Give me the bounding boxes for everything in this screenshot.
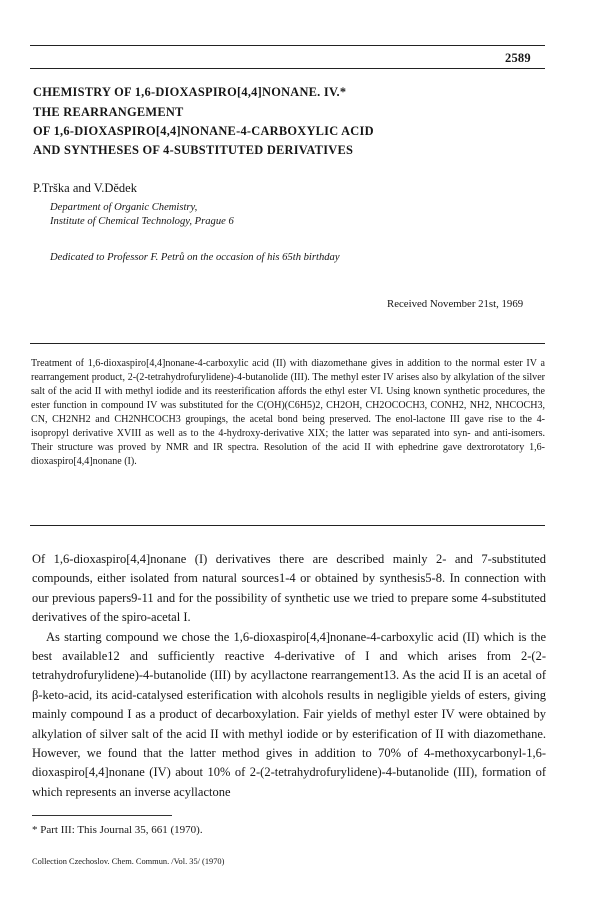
- footnote-rule: [32, 815, 172, 816]
- abstract: Treatment of 1,6-dioxaspiro[4,4]nonane-4-carboxylic acid (II) with diazomethane gives in addition to the normal ester IV a rearrangement product, 2-(2-tetrahydrofurylidene)-4-butanolide (III). The methyl ester IV arises also by alkylation of the silver salt of the acid II with methyl iodide and its reesterification affords the ethyl ester VI. Using known synthetic procedures, the ester function in compound IV was substituted for the C(OH)(C6H5)2, CH2OH, CH2OCOCH3, CONH2, NH2, NHCOCH3, CN, CH2NH2 and CH2NHCOCH3 groupings, the acetal bond being preserved. The enol-lactone III gave rise to the 4-isopropyl derivative XVIII as well as to the 4-hydroxy-derivative XIX; the latter was separated into syn- and anti-isomers. Their structure was proved by NMR and IR spectra. Resolution of the acid II with ephedrine gave dextrorotatory 1,6-dioxaspiro[4,4]nonane (I).: [31, 358, 545, 468]
- affiliation-line-2: Institute of Chemical Technology, Prague 6: [50, 216, 234, 227]
- title-line-2: THE REARRANGEMENT: [33, 105, 184, 119]
- dedication: Dedicated to Professor F. Petrů on the occasion of his 65th birthday: [50, 252, 340, 263]
- footnote: * Part III: This Journal 35, 661 (1970).: [32, 824, 203, 836]
- title-line-3: OF 1,6-DIOXASPIRO[4,4]NONANE-4-CARBOXYLIC ACID: [33, 124, 374, 138]
- title-line-4: AND SYNTHESES OF 4-SUBSTITUTED DERIVATIVES: [33, 143, 354, 157]
- top-rule: [30, 45, 545, 46]
- affiliation-line-1: Department of Organic Chemistry,: [50, 202, 198, 213]
- abstract-bottom-rule: [30, 525, 545, 526]
- page-number: 2589: [505, 51, 531, 65]
- title-line-1: CHEMISTRY OF 1,6-DIOXASPIRO[4,4]NONANE. IV.*: [33, 85, 347, 99]
- authors: P.Trška and V.Dědek: [33, 181, 137, 195]
- abstract-top-rule: [30, 343, 545, 344]
- paragraph-2: As starting compound we chose the 1,6-dioxaspiro[4,4]nonane-4-carboxylic acid (II) which is the best available12 and sufficiently reactive 4-derivative of I and which arises from 2-(2-tetrahydrofurylidene)-4-butanolide (III) by acyllactone rearrangement13. As the acid II is an acetal of β-keto-acid, its acid-catalysed esterification with alcohols results in negligible yields of esters, giving mainly compound I as a product of decarboxylation. Fair yields of methyl ester IV were obtained by alkylation of silver salt of the acid II with methyl iodide or by esterification of II with diazomethane. However, we found that the latter method gives in addition to 70% of 4-methoxycarbonyl-1,6-dioxaspiro[4,4]nonane (IV) about 10% of 2-(2-tetrahydrofurylidene)-4-butanolide (III), formation of which represents an inverse acyllactone: [32, 629, 546, 799]
- journal-citation: Collection Czechoslov. Chem. Commun. /Vol. 35/ (1970): [32, 857, 225, 866]
- header-rule: [30, 68, 545, 69]
- received-date: Received November 21st, 1969: [387, 298, 524, 310]
- paragraph-1: Of 1,6-dioxaspiro[4,4]nonane (I) derivatives there are described mainly 2- and 7-substituted compounds, either isolated from natural sources1-4 or obtained by synthesis5-8. In connection with our previous papers9-11 and for the possibility of synthetic use we tried to prepare some 4-substituted derivatives of the spiro-acetal I.: [32, 552, 546, 625]
- main-text: [32, 550, 546, 802]
